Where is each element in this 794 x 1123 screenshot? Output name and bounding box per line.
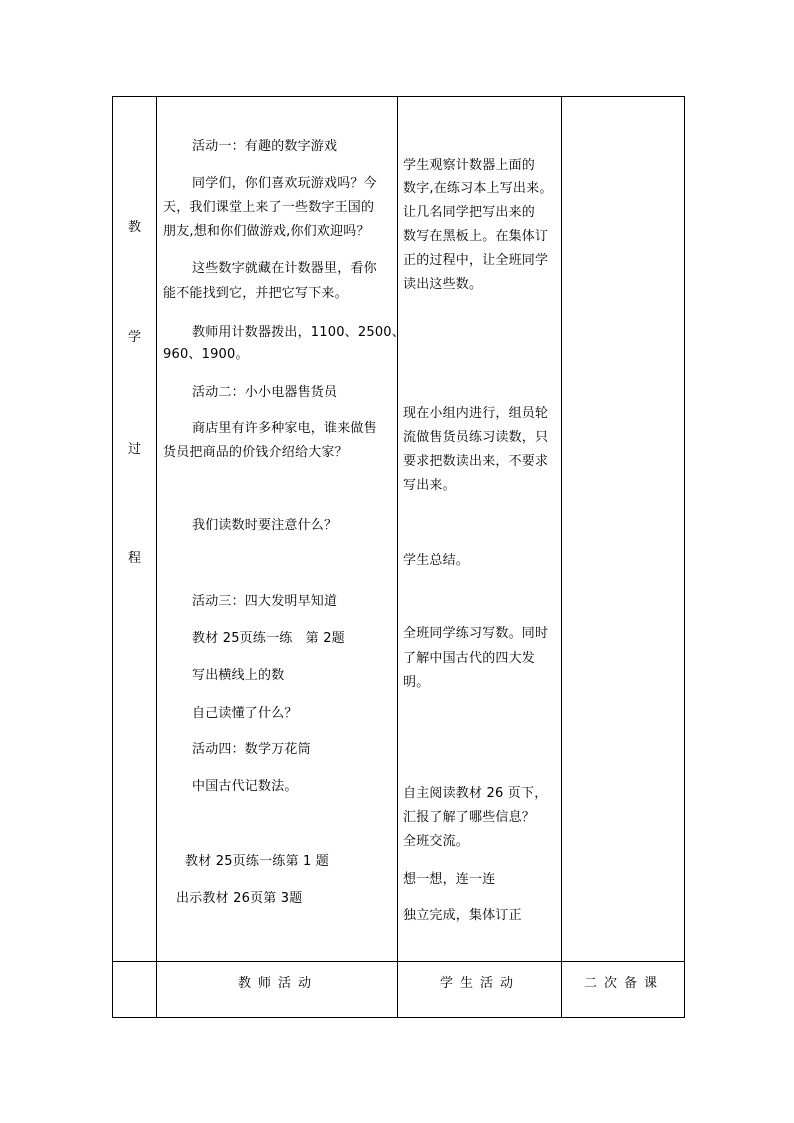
activity-1-text: 960、1900。 <box>163 347 249 362</box>
student-text: 学生观察计数器上面的 <box>403 158 536 173</box>
student-text: 全班交流。 <box>403 834 470 849</box>
student-text: 学生总结。 <box>403 553 470 568</box>
activity-2-text: 货员把商品的价钱介绍给大家？ <box>163 445 348 460</box>
student-text: 让几名同学把写出来的 <box>403 205 536 220</box>
student-text: 读出这些数。 <box>403 277 483 292</box>
student-text: 数字,在练习本上写出来。 <box>403 181 553 196</box>
student-text: 明。 <box>403 675 430 690</box>
column-divider <box>156 97 157 1017</box>
student-text: 想一想，连一连 <box>403 872 496 887</box>
activity-2-question: 我们读数时要注意什么？ <box>192 518 338 533</box>
activity-4-title: 活动四：数学万花筒 <box>192 742 311 757</box>
activity-1-text: 这些数字就藏在计数器里，看你 <box>192 261 377 276</box>
activity-3-text: 自己读懂了什么？ <box>192 706 298 721</box>
activity-2-title: 活动二：小小电器售货员 <box>192 385 338 400</box>
activity-2-text: 商店里有许多种家电，谁来做售 <box>192 421 377 436</box>
student-text: 汇报了解了哪些信息？ <box>403 810 536 825</box>
activity-3-title: 活动三：四大发明早知道 <box>192 594 338 609</box>
column-divider <box>561 97 562 1017</box>
student-text: 要求把数读出来，不要求 <box>403 454 549 469</box>
activity-1-text: 朋友,想和你们做游戏,你们欢迎吗？ <box>163 224 370 239</box>
activity-1-title: 活动一：有趣的数字游戏 <box>192 139 338 154</box>
student-text: 独立完成，集体订正 <box>403 908 522 923</box>
second-prep-header: 二次备课 <box>584 976 665 991</box>
activity-3-text: 教材 25页练一练 第 2题 <box>192 631 345 646</box>
teacher-activity-header: 教师活动 <box>238 976 319 991</box>
student-text: 数写在黑板上。在集体订 <box>403 229 549 244</box>
student-text: 写出来。 <box>403 478 456 493</box>
side-label-char: 学 <box>128 330 142 345</box>
activity-1-text: 同学们，你们喜欢玩游戏吗？今 <box>192 176 377 191</box>
student-activity-header: 学生活动 <box>440 976 521 991</box>
activity-4-text: 中国古代记数法。 <box>192 779 298 794</box>
side-label-char: 程 <box>128 551 142 566</box>
lesson-table <box>112 96 685 1018</box>
activity-3-text: 写出横线上的数 <box>192 668 285 683</box>
activity-1-text: 能不能找到它，并把它写下来。 <box>163 286 348 301</box>
student-text: 了解中国古代的四大发 <box>403 651 536 666</box>
student-text: 现在小组内进行，组员轮 <box>403 406 549 421</box>
student-text: 流做售货员练习读数，只 <box>403 430 549 445</box>
side-label-char: 过 <box>128 442 142 457</box>
activity-1-text: 教师用计数器拨出，1100、2500、 <box>192 325 405 340</box>
exercise-text: 教材 25页练一练第 1 题 <box>185 854 330 869</box>
student-text: 全班同学练习写数。同时 <box>403 626 549 641</box>
exercise-text: 出示教材 26页第 3题 <box>176 891 303 906</box>
student-text: 正的过程中，让全班同学 <box>403 253 549 268</box>
activity-1-text: 天，我们课堂上来了一些数字王国的 <box>163 200 375 215</box>
footer-divider <box>113 961 684 962</box>
side-label-char: 教 <box>128 220 142 235</box>
student-text: 自主阅读教材 26 页下， <box>403 786 548 801</box>
column-divider <box>397 97 398 1017</box>
